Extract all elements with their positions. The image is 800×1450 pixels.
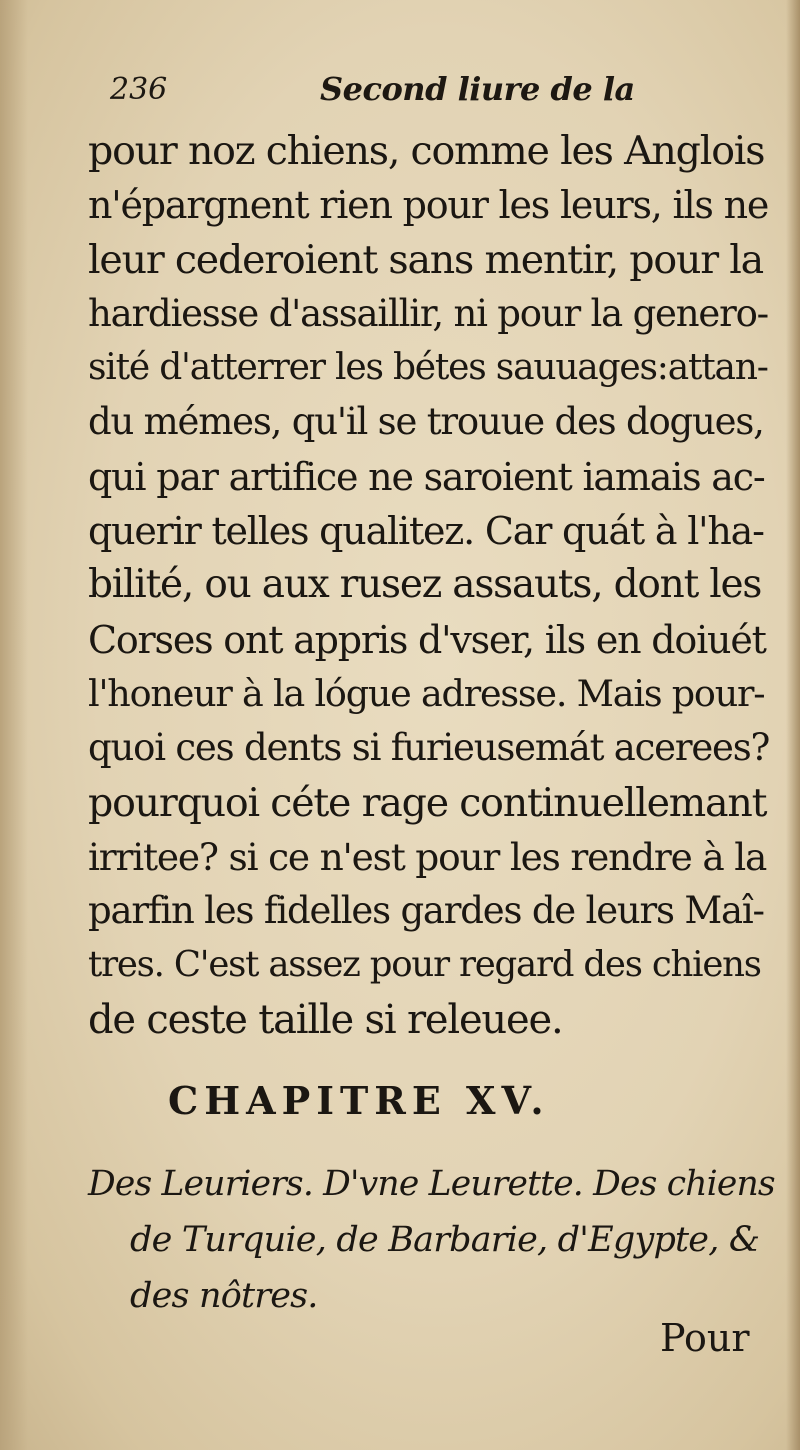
text-line: tres. C'est assez pour regard des chiens bbox=[88, 944, 761, 986]
text-line: l'honeur à la lógue adresse. Mais pour- bbox=[88, 671, 765, 715]
chapter-heading: CHAPITRE XV. bbox=[168, 1078, 550, 1123]
text-line: pourquoi céte rage continuellemant bbox=[88, 779, 767, 826]
subtitle-line: Des Leuriers. D'vne Leurette. Des chiens bbox=[88, 1164, 775, 1204]
text-line: hardiesse d'assaillir, ni pour la genero- bbox=[88, 291, 768, 335]
text-line: pour noz chiens, comme les Anglois bbox=[88, 128, 765, 174]
text-line: du mémes, qu'il se trouue des dogues, bbox=[88, 400, 764, 444]
text-line: bilité, ou aux rusez assauts, dont les bbox=[88, 562, 762, 608]
subtitle-line: de Turquie, de Barbarie, d'Egypte, & bbox=[130, 1220, 760, 1260]
chapter-subtitle bbox=[88, 1156, 778, 1324]
page-number: 236 bbox=[110, 72, 168, 107]
text-line: Corses ont appris d'vser, ils en doiuét bbox=[88, 617, 766, 662]
subtitle-line: des nôtres. bbox=[130, 1276, 318, 1316]
catchword: Pour bbox=[660, 1316, 750, 1360]
page-header bbox=[110, 66, 670, 116]
text-line: quoi ces dents si furieusemát acerees? bbox=[88, 726, 770, 770]
text-line: leur cederoient sans mentir, pour la bbox=[88, 236, 764, 283]
text-line: n'épargnent rien pour les leurs, ils ne bbox=[88, 183, 769, 228]
running-title: Second liure de la bbox=[320, 70, 635, 108]
text-line: querir telles qualitez. Car quát à l'ha- bbox=[88, 509, 764, 554]
text-line: sité d'atterrer les bétes sauuages:attan- bbox=[88, 347, 768, 389]
body-text bbox=[88, 124, 768, 1047]
text-line: parfin les fidelles gardes de leurs Maî- bbox=[88, 889, 764, 933]
page-edge-shadow-left bbox=[0, 0, 28, 1450]
text-line: qui par artifice ne saroient iamais ac- bbox=[88, 454, 765, 499]
text-line: irritee? si ce n'est pour les rendre à la bbox=[88, 834, 767, 879]
page-edge-shadow-right bbox=[786, 0, 800, 1450]
text-line: de ceste taille si releuee. bbox=[88, 996, 563, 1043]
